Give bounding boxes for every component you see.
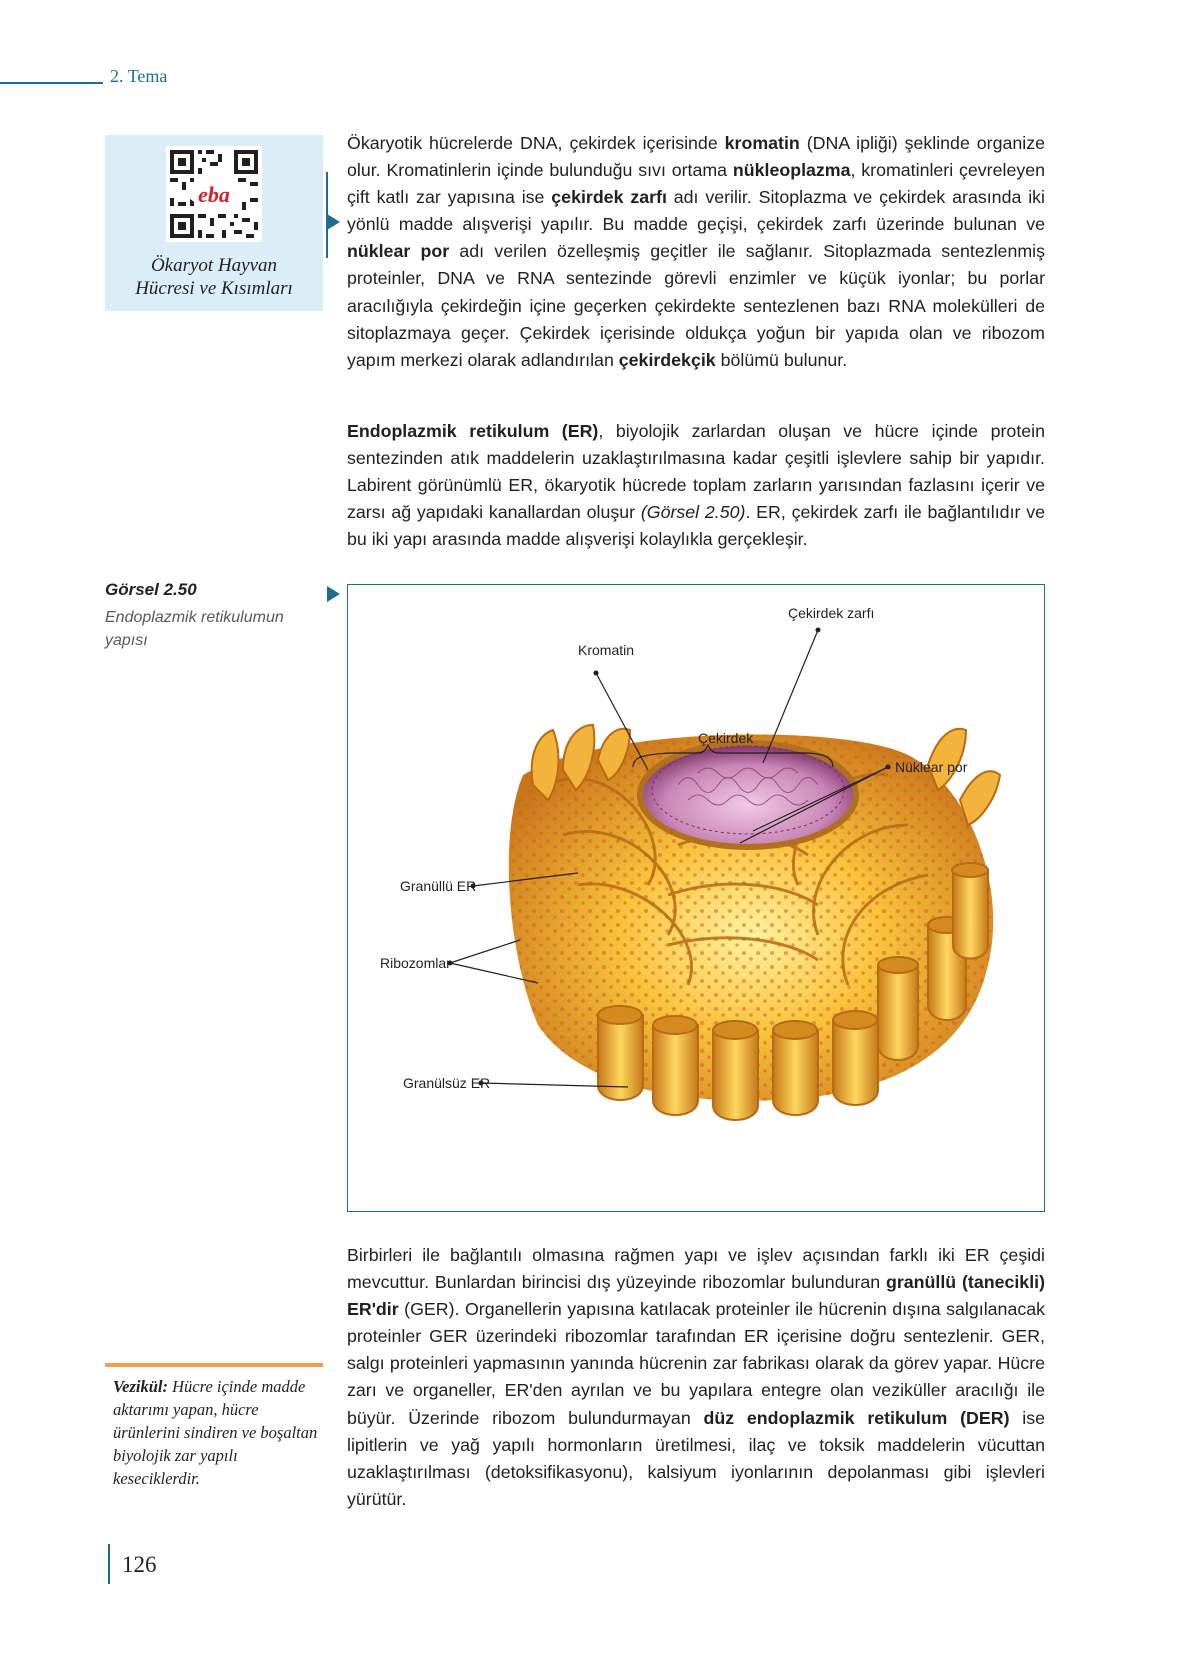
qr-caption-line1: Ökaryot Hayvan	[150, 255, 278, 276]
pointer-triangle-icon	[327, 214, 340, 230]
qr-caption-line2: Hücresi ve Kısımları	[135, 278, 293, 299]
header-rule	[0, 82, 103, 84]
label-kromatin: Kromatin	[578, 642, 635, 658]
figure-pointer-triangle-icon	[327, 586, 340, 602]
label-cekirdek-zarfi: Çekirdek zarfı	[788, 605, 875, 621]
eba-logo: eba	[198, 182, 230, 207]
figure-title: Görsel 2.50	[105, 580, 197, 599]
label-cekirdek: Çekirdek	[698, 730, 754, 746]
figure-description: Endoplazmik retikulumun yapısı	[105, 609, 284, 649]
vezikul-note: Vezikül: Hücre içinde madde aktarımı yapan, hücre ürünlerini sindiren ve boşaltan biyolojik zar yapılı keseciklerdir.	[113, 1377, 318, 1488]
note-accent-bar	[105, 1363, 323, 1367]
er-figure	[347, 584, 1045, 1212]
label-nuklear-por: Nüklear por	[895, 759, 968, 775]
label-granullu-er: Granüllü ER	[400, 878, 477, 894]
paragraph-er: Endoplazmik retikulum (ER), biyolojik zarlardan oluşan ve hücre içinde protein sentezinden atık maddelerin uzaklaştırılmasına kadar çeşitli işlevlere sahip bir yapıdır. Labirent görünümlü ER, ökaryotik hücrede toplam zarların yarısından fazlasını içerir ve zarsı ağ yapıdaki kanallardan oluşur (Görsel 2.50). ER, çekirdek zarfı ile bağlantılıdır ve bu iki yapı arasında madde alışverişi kolaylıkla gerçekleşir.	[347, 421, 1045, 550]
qr-code-icon[interactable]	[166, 146, 262, 242]
page-number: 126	[122, 1552, 157, 1577]
page-number-bar	[108, 1544, 110, 1584]
section-title: 2. Tema	[110, 66, 168, 86]
label-ribozomlar: Ribozomlar	[380, 955, 451, 971]
paragraph-nucleus: Ökaryotik hücrelerde DNA, çekirdek içerisinde kromatin (DNA ipliği) şeklinde organize olur. Kromatinlerin içinde bulunduğu sıvı ortama nükleoplazma, kromatinleri çevreleyen çift katlı zar yapısına ise çekirdek zarfı adı verilir. Sitoplazma ve çekirdek arasında iki yönlü madde alışverişi yapılır. Bu madde geçişi, çekirdek zarfı üzerinde bulunan ve nüklear por adı verilen özelleşmiş geçitler ile sağlanır. Sitoplazmada sentezlenmiş proteinler, DNA ve RNA sentezinde görevli enzimler ve küçük iyonlar; bu porlar aracılığıyla çekirdeğin içine geçerken çekirdekte sentezlenen bazı RNA molekülleri de sitoplazmaya geçer. Çekirdek içerisinde oldukça yoğun bir yapıda olan ve ribozom yapım merkezi olarak adlandırılan çekirdekçik bölümü bulunur.	[347, 133, 1046, 370]
label-granulsuz-er: Granülsüz ER	[403, 1075, 491, 1091]
er-body-illustration	[509, 725, 1000, 1120]
paragraph-er-types: Birbirleri ile bağlantılı olmasına rağmen yapı ve işlev açısından farklı iki ER çeşidi mevcuttur. Bunlardan birincisi dış yüzeyinde ribozomlar bulunduran granüllü (tanecikli) ER'dir (GER). Organellerin yapısına katılacak proteinler ile hücrenin dışına salgılanacak proteinler GER üzerindeki ribozomlar tarafından ER içerisine doğru sentezlenir. GER, salgı proteinleri yapmasının yanında hücrenin zar fabrikası olarak da görev yapar. Hücre zarı ve organeller, ER'den ayrılan ve bu yapılara entegre olan veziküller aracılığı ile büyür. Üzerinde ribozom bulundurmayan düz endoplazmik retikulum (DER) ise lipitlerin ve yağ yapılı hormonların üretilmesi, ilaç ve toksik maddelerin vücuttan uzaklaştırılması (detoksifikasyonu), kalsiyum iyonlarının depolanması gibi işlevleri yürütür.	[347, 1245, 1046, 1509]
qr-caption	[105, 254, 323, 300]
